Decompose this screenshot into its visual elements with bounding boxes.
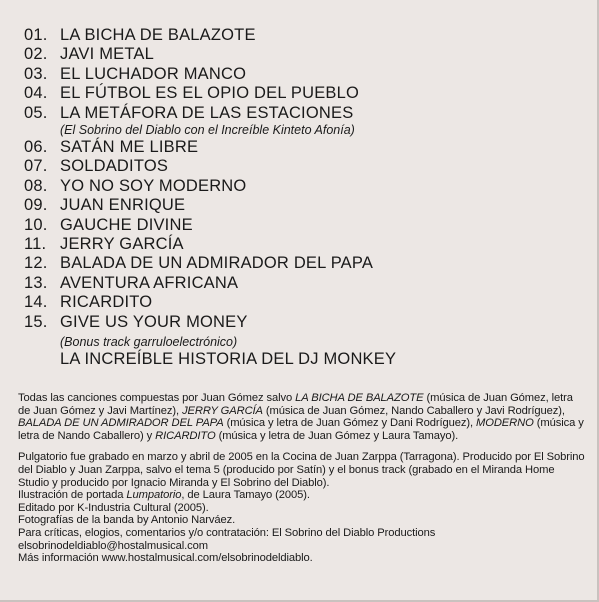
credit-text: (música y letra de Juan Gómez y Dani Rodríguez), <box>223 417 476 430</box>
credit-song-title: RICARDITO <box>155 429 216 442</box>
credit-artwork-title: Lumpatorio <box>126 489 182 502</box>
track-number: 02. <box>24 45 48 64</box>
track-item <box>24 84 584 103</box>
label-credit: Editado por K-Industria Cultural (2005). <box>18 501 209 514</box>
track-item <box>24 65 584 84</box>
track-title: YO NO SOY MODERNO <box>60 176 247 195</box>
track-title: SATÁN ME LIBRE <box>60 138 199 157</box>
bonus-note: (Bonus track garruloelectrónico) <box>60 335 238 350</box>
track-number: 07. <box>24 157 48 176</box>
credit-text: , de Laura Tamayo (2005). <box>181 489 310 502</box>
track-item <box>24 196 584 215</box>
track-number: 11. <box>24 235 47 254</box>
credits-block <box>18 392 588 565</box>
track-item <box>24 274 584 293</box>
track-5-note: (El Sobrino del Diablo con el Increíble Kinteto Afonía) <box>60 123 355 138</box>
contact-email: elsobrinodeldiablo@hostalmusical.com <box>18 539 208 552</box>
credit-text: (música de Juan Gómez, Nando Caballero y Javi Rodríguez), <box>262 404 565 417</box>
track-title: GAUCHE DIVINE <box>60 215 193 234</box>
track-number: 06. <box>24 138 48 157</box>
tracklist <box>24 26 584 369</box>
track-title: AVENTURA AFRICANA <box>60 273 239 292</box>
credit-song-title: LA BICHA DE BALAZOTE <box>295 392 424 404</box>
track-title: JUAN ENRIQUE <box>60 196 186 215</box>
track-title: GIVE US YOUR MONEY <box>60 312 248 331</box>
credit-song-title: BALADA DE UN ADMIRADOR DEL PAPA <box>18 417 224 430</box>
track-number: 08. <box>24 176 48 195</box>
track-number: 05. <box>24 103 48 122</box>
track-title: JERRY GARCÍA <box>60 235 184 254</box>
track-title: SOLDADITOS <box>60 157 169 176</box>
credit-song-title: MODERNO <box>476 417 534 430</box>
track-title: RICARDITO <box>60 293 153 312</box>
track-number: 15. <box>24 312 48 331</box>
track-item <box>24 104 584 123</box>
track-title: EL FÚTBOL ES EL OPIO DEL PUEBLO <box>60 84 360 103</box>
illustration-credit <box>18 489 588 502</box>
track-item <box>24 313 584 332</box>
credit-song-title: JERRY GARCÍA <box>182 404 263 417</box>
recording-credits: Pulgatorio fue grabado en marzo y abril de 2005 en la Cocina de Juan Zarppa (Tarragona). Producido por El Sobrino del Diablo y Juan Zarppa, salvo el tema 5 (producido por Satín) y el bonus track (grabado en el Miranda Home Studio y producido por Ignacio Miranda y El Sobrino del Diablo). <box>18 451 585 489</box>
track-item <box>24 138 584 157</box>
credit-text: Todas las canciones compuestas por Juan Gómez salvo <box>18 392 296 404</box>
track-item <box>24 235 584 254</box>
track-item <box>24 216 584 235</box>
track-number: 01. <box>24 26 48 44</box>
credit-text: (música y letra de Nando Caballero) y <box>18 417 584 442</box>
track-item <box>24 293 584 312</box>
credit-text: (música y letra de Juan Gómez y Laura Tamayo). <box>215 429 459 442</box>
track-number: 03. <box>24 64 48 83</box>
bonus-track-title: LA INCREÍBLE HISTORIA DEL DJ MONKEY <box>60 350 397 369</box>
track-number: 09. <box>24 196 48 215</box>
track-item <box>24 254 584 273</box>
photo-credit: Fotografías de la banda by Antonio Narváez. <box>18 514 236 527</box>
track-item <box>24 177 584 196</box>
track-item <box>24 26 584 45</box>
credit-text: (música de Juan Gómez, letra de Juan Gómez y Javi Martínez), <box>18 392 573 417</box>
composition-credits <box>18 392 588 442</box>
track-item <box>24 157 584 176</box>
contact-line: Para críticas, elogios, comentarios y/o contratación: El Sobrino del Diablo Productions <box>18 526 436 539</box>
track-number: 04. <box>24 84 48 103</box>
credit-text: Ilustración de portada <box>18 489 127 502</box>
track-title: LA METÁFORA DE LAS ESTACIONES <box>60 103 354 122</box>
track-number: 14. <box>24 293 48 312</box>
track-title: BALADA DE UN ADMIRADOR DEL PAPA <box>60 254 374 273</box>
track-number: 10. <box>24 215 48 234</box>
track-title: JAVI METAL <box>60 45 154 64</box>
track-title: LA BICHA DE BALAZOTE <box>60 26 256 44</box>
track-title: EL LUCHADOR MANCO <box>60 64 247 83</box>
track-number: 13. <box>24 273 48 292</box>
track-item <box>24 45 584 64</box>
track-number: 12. <box>24 254 48 273</box>
info-url: Más información www.hostalmusical.com/elsobrinodeldiablo. <box>18 552 313 565</box>
